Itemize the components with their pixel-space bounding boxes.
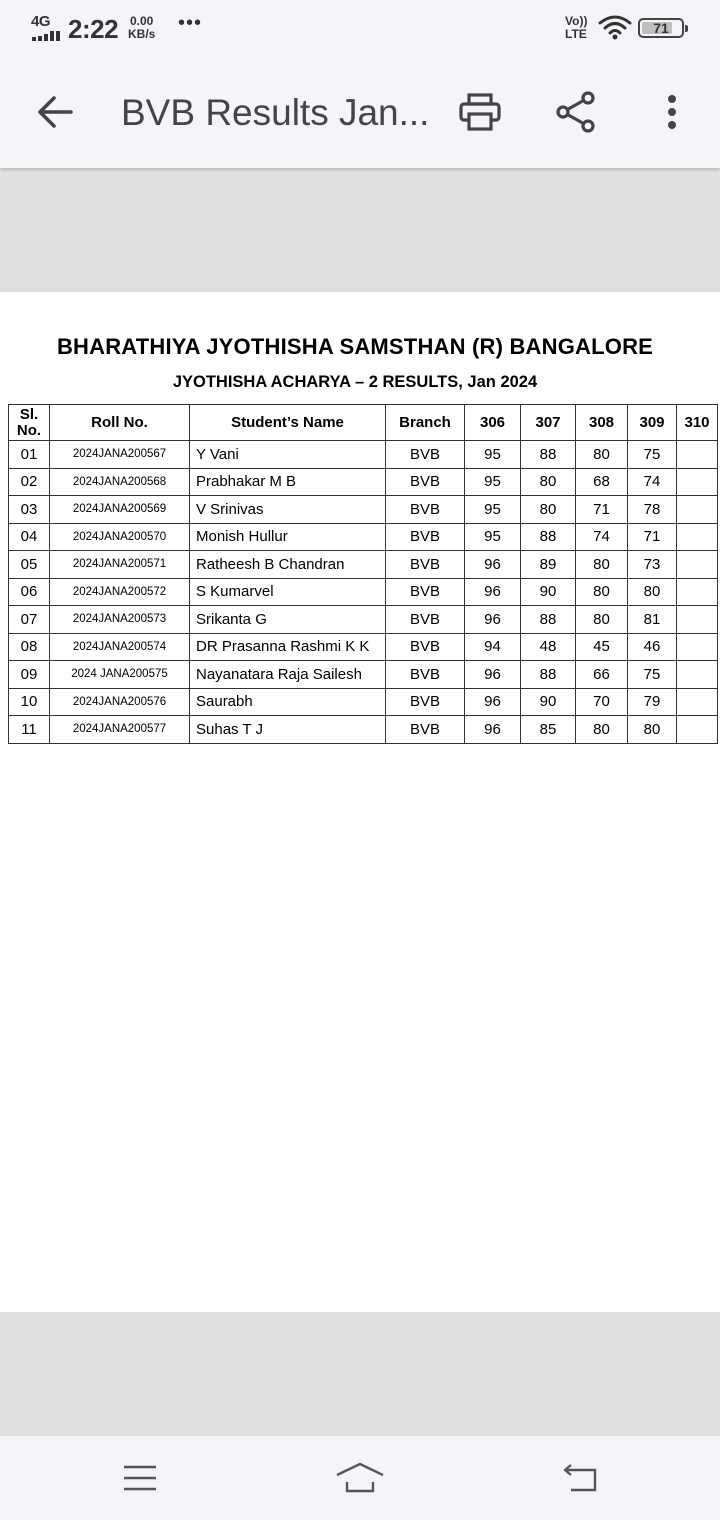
share-icon xyxy=(556,91,596,133)
lte-label: LTE xyxy=(565,27,587,41)
print-icon xyxy=(459,93,501,131)
score-308-cell: 80 xyxy=(576,578,628,606)
score-306-cell: 95 xyxy=(465,523,521,551)
column-header: Student’s Name xyxy=(190,405,386,441)
score-308-cell: 71 xyxy=(576,496,628,524)
score-306-cell: 94 xyxy=(465,633,521,661)
document-subheading: JYOTHISHA ACHARYA – 2 RESULTS, Jan 2024 xyxy=(172,373,538,391)
viewer-background-top xyxy=(0,168,720,292)
student-name-cell: V Srinivas xyxy=(190,496,386,524)
viewer-background-bottom xyxy=(0,1312,720,1436)
roll-no-cell: 2024JANA200572 xyxy=(50,578,190,606)
volte-indicator xyxy=(565,15,587,41)
score-307-cell: 88 xyxy=(521,441,576,469)
score-309-cell: 79 xyxy=(628,688,677,716)
score-308-cell: 80 xyxy=(576,551,628,579)
score-308-cell: 80 xyxy=(576,606,628,634)
clock: 2:22 xyxy=(68,14,119,44)
document-page[interactable] xyxy=(0,292,720,1312)
battery-icon xyxy=(638,18,684,38)
score-310-cell xyxy=(677,523,718,551)
score-306-cell: 95 xyxy=(465,441,521,469)
sl-no-cell: 06 xyxy=(9,578,50,606)
share-button[interactable] xyxy=(541,56,611,168)
branch-cell: BVB xyxy=(386,606,465,634)
roll-no-cell: 2024JANA200576 xyxy=(50,688,190,716)
column-header: Sl. No. xyxy=(9,405,50,441)
table-row xyxy=(9,716,718,744)
roll-no-cell: 2024JANA200573 xyxy=(50,606,190,634)
score-306-cell: 96 xyxy=(465,688,521,716)
score-306-cell: 96 xyxy=(465,606,521,634)
table-header-row xyxy=(9,405,718,441)
score-310-cell xyxy=(677,441,718,469)
score-307-cell: 90 xyxy=(521,578,576,606)
student-name-cell: DR Prasanna Rashmi K K xyxy=(190,633,386,661)
score-308-cell: 70 xyxy=(576,688,628,716)
score-309-cell: 78 xyxy=(628,496,677,524)
roll-no-cell: 2024 JANA200575 xyxy=(50,661,190,689)
score-309-cell: 46 xyxy=(628,633,677,661)
score-309-cell: 80 xyxy=(628,716,677,744)
score-310-cell xyxy=(677,606,718,634)
signal-bars-icon xyxy=(32,31,60,41)
score-310-cell xyxy=(677,661,718,689)
print-button[interactable] xyxy=(445,56,515,168)
branch-cell: BVB xyxy=(386,688,465,716)
battery-level: 71 xyxy=(653,20,669,36)
roll-no-cell: 2024JANA200574 xyxy=(50,633,190,661)
student-name-cell: Prabhakar M B xyxy=(190,468,386,496)
score-309-cell: 81 xyxy=(628,606,677,634)
sl-no-cell: 11 xyxy=(9,716,50,744)
roll-no-cell: 2024JANA200577 xyxy=(50,716,190,744)
network-speed xyxy=(128,15,155,41)
document-heading: BHARATHIYA JYOTHISHA SAMSTHAN (R) BANGALORE xyxy=(56,334,654,359)
sl-no-cell: 10 xyxy=(9,688,50,716)
sl-no-cell: 09 xyxy=(9,661,50,689)
back-button[interactable] xyxy=(20,56,90,168)
column-header: 307 xyxy=(521,405,576,441)
student-name-cell: Y Vani xyxy=(190,441,386,469)
branch-cell: BVB xyxy=(386,633,465,661)
table-row xyxy=(9,551,718,579)
table-row xyxy=(9,496,718,524)
score-308-cell: 80 xyxy=(576,716,628,744)
score-309-cell: 75 xyxy=(628,441,677,469)
column-header: Branch xyxy=(386,405,465,441)
table-row xyxy=(9,661,718,689)
score-308-cell: 45 xyxy=(576,633,628,661)
volte-label: Vo)) xyxy=(565,14,588,28)
score-310-cell xyxy=(677,688,718,716)
branch-cell: BVB xyxy=(386,578,465,606)
score-306-cell: 95 xyxy=(465,468,521,496)
score-306-cell: 96 xyxy=(465,716,521,744)
signal-indicator xyxy=(31,13,61,41)
sl-no-cell: 08 xyxy=(9,633,50,661)
table-row xyxy=(9,468,718,496)
more-options-button[interactable] xyxy=(637,56,707,168)
student-name-cell: Nayanatara Raja Sailesh xyxy=(190,661,386,689)
column-header: 308 xyxy=(576,405,628,441)
student-name-cell: S Kumarvel xyxy=(190,578,386,606)
roll-no-cell: 2024JANA200569 xyxy=(50,496,190,524)
menu-icon xyxy=(122,1464,158,1492)
column-header: 306 xyxy=(465,405,521,441)
student-name-cell: Srikanta G xyxy=(190,606,386,634)
score-309-cell: 73 xyxy=(628,551,677,579)
branch-cell: BVB xyxy=(386,716,465,744)
score-310-cell xyxy=(677,578,718,606)
score-309-cell: 75 xyxy=(628,661,677,689)
document-title: BVB Results Jan... xyxy=(121,92,430,133)
sl-no-cell: 07 xyxy=(9,606,50,634)
branch-cell: BVB xyxy=(386,468,465,496)
back-icon xyxy=(561,1463,599,1493)
roll-no-cell: 2024JANA200568 xyxy=(50,468,190,496)
home-button[interactable] xyxy=(330,1456,390,1500)
branch-cell: BVB xyxy=(386,523,465,551)
score-307-cell: 88 xyxy=(521,606,576,634)
sl-no-cell: 02 xyxy=(9,468,50,496)
score-310-cell xyxy=(677,551,718,579)
table-row xyxy=(9,688,718,716)
results-table xyxy=(8,404,718,744)
roll-no-cell: 2024JANA200571 xyxy=(50,551,190,579)
score-307-cell: 85 xyxy=(521,716,576,744)
speed-unit: KB/s xyxy=(128,27,156,41)
score-306-cell: 96 xyxy=(465,661,521,689)
table-row xyxy=(9,578,718,606)
table-row xyxy=(9,633,718,661)
score-308-cell: 80 xyxy=(576,441,628,469)
branch-cell: BVB xyxy=(386,441,465,469)
score-307-cell: 89 xyxy=(521,551,576,579)
roll-no-cell: 2024JANA200567 xyxy=(50,441,190,469)
score-307-cell: 48 xyxy=(521,633,576,661)
column-header: 310 xyxy=(677,405,718,441)
column-header: 309 xyxy=(628,405,677,441)
score-308-cell: 66 xyxy=(576,661,628,689)
score-310-cell xyxy=(677,496,718,524)
sl-no-cell: 05 xyxy=(9,551,50,579)
back-nav-button[interactable] xyxy=(550,1456,610,1500)
more-vert-icon xyxy=(666,94,678,130)
score-306-cell: 95 xyxy=(465,496,521,524)
table-row xyxy=(9,441,718,469)
score-306-cell: 96 xyxy=(465,578,521,606)
network-type: 4G xyxy=(31,13,51,30)
home-icon xyxy=(335,1462,385,1494)
score-307-cell: 88 xyxy=(521,661,576,689)
system-nav-bar xyxy=(0,1436,720,1520)
score-309-cell: 71 xyxy=(628,523,677,551)
score-307-cell: 90 xyxy=(521,688,576,716)
score-307-cell: 80 xyxy=(521,468,576,496)
sl-no-cell: 01 xyxy=(9,441,50,469)
student-name-cell: Suhas T J xyxy=(190,716,386,744)
score-310-cell xyxy=(677,633,718,661)
score-309-cell: 80 xyxy=(628,578,677,606)
notification-overflow-icon: ••• xyxy=(178,12,203,34)
table-row xyxy=(9,523,718,551)
branch-cell: BVB xyxy=(386,551,465,579)
score-308-cell: 74 xyxy=(576,523,628,551)
recent-apps-button[interactable] xyxy=(110,1456,170,1500)
wifi-icon xyxy=(598,14,632,40)
branch-cell: BVB xyxy=(386,661,465,689)
branch-cell: BVB xyxy=(386,496,465,524)
back-arrow-icon xyxy=(36,95,74,129)
score-310-cell xyxy=(677,468,718,496)
score-310-cell xyxy=(677,716,718,744)
student-name-cell: Saurabh xyxy=(190,688,386,716)
student-name-cell: Monish Hullur xyxy=(190,523,386,551)
score-307-cell: 80 xyxy=(521,496,576,524)
column-header: Roll No. xyxy=(50,405,190,441)
sl-no-cell: 03 xyxy=(9,496,50,524)
score-307-cell: 88 xyxy=(521,523,576,551)
score-306-cell: 96 xyxy=(465,551,521,579)
status-bar xyxy=(0,0,720,56)
speed-value: 0.00 xyxy=(129,14,154,28)
score-308-cell: 68 xyxy=(576,468,628,496)
table-row xyxy=(9,606,718,634)
app-toolbar xyxy=(0,56,720,168)
sl-no-cell: 04 xyxy=(9,523,50,551)
roll-no-cell: 2024JANA200570 xyxy=(50,523,190,551)
score-309-cell: 74 xyxy=(628,468,677,496)
student-name-cell: Ratheesh B Chandran xyxy=(190,551,386,579)
